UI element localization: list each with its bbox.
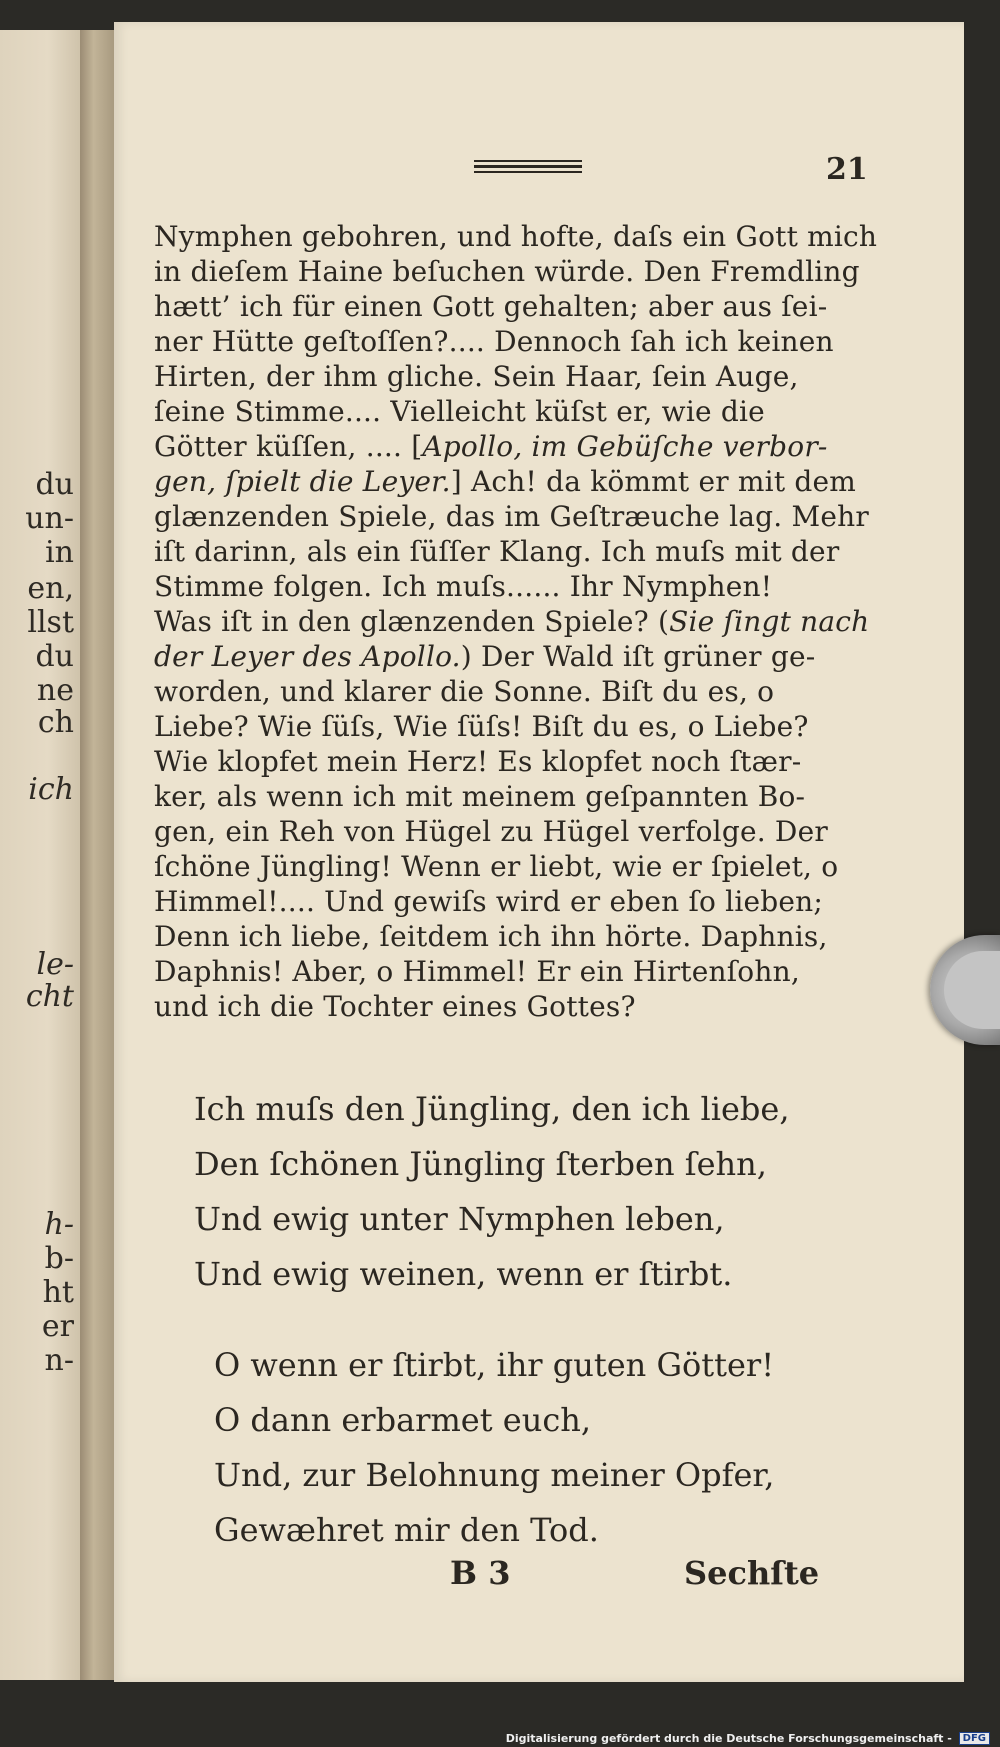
prose-segment: Wie klopfet mein Herz! Es klopfet noch ſtær- — [154, 745, 802, 778]
prose-line — [154, 394, 884, 429]
previous-page-fragment: ht — [42, 1275, 74, 1310]
verse-stanza-2 — [214, 1338, 774, 1558]
prose-segment: ) Der Wald iſt grüner ge- — [460, 640, 816, 673]
prose-segment: ker, als wenn ich mit meinem geſpannten Bo- — [154, 780, 806, 813]
page-number: 21 — [826, 152, 868, 187]
verse-line: Ich muſs den Jüngling, den ich liebe, — [194, 1090, 790, 1128]
credit-text: Digitalisierung gefördert durch die Deutsche Forschungsgemeinschaft - — [505, 1731, 952, 1745]
prose-line — [154, 324, 884, 359]
prose-line — [154, 849, 884, 884]
prose-line — [154, 359, 884, 394]
prose-segment: hætt’ ich für einen Gott gehalten; aber aus ſei- — [154, 290, 828, 323]
prose-line — [154, 989, 884, 1024]
prose-line — [154, 429, 884, 464]
stage-direction: Apollo, im Gebüſche verbor- — [422, 430, 828, 463]
prose-segment: glænzenden Spiele, das im Geſtræuche lag. Mehr — [154, 500, 869, 533]
prose-segment: in dieſem Haine beſuchen würde. Den Fremdling — [154, 255, 860, 288]
verse-line: Gewæhret mir den Tod. — [214, 1511, 599, 1549]
prose-segment: iſt darinn, als ein ſüſſer Klang. Ich muſs mit der — [154, 535, 840, 568]
prose-segment: Denn ich liebe, ſeitdem ich ihn hörte. Daphnis, — [154, 920, 828, 953]
book-page — [114, 22, 964, 1682]
previous-page-fragment: n- — [44, 1343, 74, 1378]
prose-segment: Was iſt in den glænzenden Spiele? ( — [154, 605, 670, 638]
previous-page-fragment: le- — [36, 947, 74, 982]
verse-line: O dann erbarmet euch, — [214, 1401, 592, 1439]
prose-segment: Liebe? Wie ſüſs, Wie ſüſs! Biſt du es, o Liebe? — [154, 710, 809, 743]
verse-line: Und ewig weinen, wenn er ſtirbt. — [194, 1255, 733, 1293]
prose-line — [154, 534, 884, 569]
prose-line — [154, 674, 884, 709]
previous-page-fragment: ich — [28, 772, 74, 807]
prose-segment: ner Hütte geſtoſſen?.... Dennoch ſah ich keinen — [154, 325, 834, 358]
prose-segment: ſchöne Jüngling! Wenn er liebt, wie er ſpielet, o — [154, 850, 839, 883]
prose-line — [154, 569, 884, 604]
previous-page-fragment: b- — [44, 1241, 74, 1276]
prose-segment: gen, ein Reh von Hügel zu Hügel verfolge. Der — [154, 815, 828, 848]
digitization-credit — [506, 1732, 990, 1746]
prose-line — [154, 604, 884, 639]
previous-page-fragment: cht — [25, 979, 74, 1014]
prose-segment: Himmel!.... Und gewiſs wird er eben ſo lieben; — [154, 885, 824, 918]
previous-page-fragment: llst — [27, 605, 74, 640]
prose-line — [154, 919, 884, 954]
prose-segment: worden, und klarer die Sonne. Biſt du es, o — [154, 675, 775, 708]
previous-page-fragment: ne — [36, 673, 74, 708]
dfg-logo: DFG — [959, 1732, 990, 1745]
prose-segment: und ich die Tochter eines Gottes? — [154, 990, 636, 1023]
previous-page-fragment: du — [35, 639, 74, 674]
previous-page-fragment: un- — [25, 501, 74, 536]
prose-line — [154, 709, 884, 744]
prose-line — [154, 779, 884, 814]
previous-page-fragment: in — [45, 535, 74, 570]
stage-direction: gen, ſpielt die Leyer. — [154, 465, 451, 498]
prose-segment: Daphnis! Aber, o Himmel! Er ein Hirtenſohn, — [154, 955, 800, 988]
signature-mark: B 3 — [450, 1554, 511, 1592]
previous-page-fragment: ch — [37, 705, 74, 740]
prose-line — [154, 219, 884, 254]
prose-segment: Hirten, der ihm gliche. Sein Haar, ſein Auge, — [154, 360, 799, 393]
previous-page — [0, 30, 80, 1680]
prose-line — [154, 254, 884, 289]
prose-segment: ſeine Stimme.... Vielleicht küſst er, wie die — [154, 395, 765, 428]
catchword: Sechſte — [684, 1554, 820, 1592]
verse-line: Den ſchönen Jüngling ſterben ſehn, — [194, 1145, 767, 1183]
previous-page-fragment: du — [35, 467, 74, 502]
prose-segment: ] Ach! da kömmt er mit dem — [450, 465, 857, 498]
prose-line — [154, 744, 884, 779]
stage-direction: Sie ſingt nach — [669, 605, 870, 638]
prose-line — [154, 884, 884, 919]
prose-segment: Stimme folgen. Ich muſs...... Ihr Nymphen! — [154, 570, 773, 603]
verse-line: O wenn er ſtirbt, ihr guten Götter! — [214, 1346, 775, 1384]
previous-page-fragment: er — [41, 1309, 74, 1344]
prose-line — [154, 499, 884, 534]
prose-segment: Götter küſſen, .... [ — [154, 430, 423, 463]
prose-text — [154, 219, 884, 1024]
stage-direction: der Leyer des Apollo. — [154, 640, 461, 673]
verse-line: Und ewig unter Nymphen leben, — [194, 1200, 725, 1238]
prose-line — [154, 954, 884, 989]
prose-line — [154, 464, 884, 499]
prose-line — [154, 814, 884, 849]
previous-page-fragment: en, — [27, 571, 74, 606]
previous-page-fragment: h- — [44, 1207, 74, 1242]
header-ornament-rule — [474, 160, 582, 174]
prose-line — [154, 639, 884, 674]
book-gutter — [80, 30, 114, 1680]
prose-segment: Nymphen gebohren, und hofte, daſs ein Gott mich — [154, 220, 878, 253]
prose-line — [154, 289, 884, 324]
verse-stanza-1 — [194, 1082, 790, 1302]
verse-line: Und, zur Belohnung meiner Opfer, — [214, 1456, 775, 1494]
